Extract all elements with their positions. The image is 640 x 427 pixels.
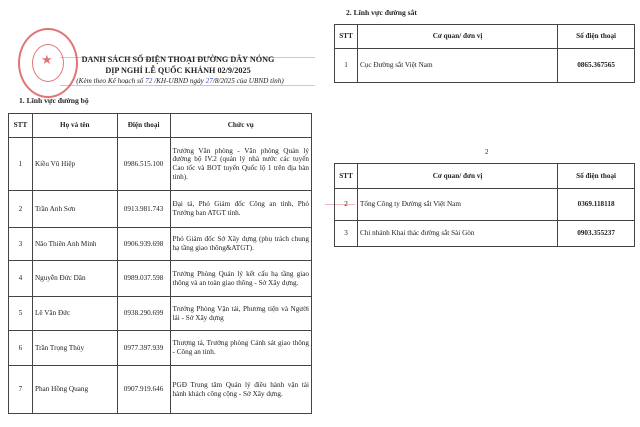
road-hotline-table — [8, 113, 312, 414]
row-role: Trưởng Phòng Vận tải, Phương tiện và Người lái - Sở Xây dựng — [170, 297, 311, 331]
table-row — [9, 261, 312, 297]
row-stt: 2 — [335, 189, 358, 221]
row-stt: 4 — [9, 261, 33, 297]
table-header-row — [9, 114, 312, 138]
row-stt: 5 — [9, 297, 33, 331]
row-role: Phó Giám đốc Sở Xây dựng (phụ trách chung hạ tầng giao thông&ATGT). — [170, 228, 311, 261]
header-phone: Số điện thoại — [558, 164, 635, 189]
row-name: Trần Trọng Thủy — [32, 331, 117, 366]
table-row — [9, 366, 312, 414]
row-stt: 3 — [335, 221, 358, 247]
subtitle-mid: /KH-UBND ngày — [154, 77, 204, 85]
row-name: Nguyễn Đức Dân — [32, 261, 117, 297]
row-role: Thượng tá, Trưởng phòng Cảnh sát giao thông - Công an tỉnh. — [170, 331, 311, 366]
row-stt: 3 — [9, 228, 33, 261]
row-phone: 0865.367565 — [558, 49, 635, 83]
header-stt: STT — [335, 164, 358, 189]
header-stt: STT — [335, 25, 358, 49]
header-stt: STT — [9, 114, 33, 138]
header-role: Chức vụ — [170, 114, 311, 138]
table-row — [335, 189, 635, 221]
document-title-line1: DANH SÁCH SỐ ĐIỆN THOẠI ĐƯỜNG DÂY NÓNG — [81, 55, 275, 64]
row-org: Tổng Công ty Đường sắt Việt Nam — [357, 189, 557, 221]
table-row — [9, 191, 312, 228]
row-phone: 0906.939.698 — [117, 228, 170, 261]
table-row — [335, 49, 635, 83]
row-phone: 0913.981.743 — [117, 191, 170, 228]
page-number: 2 — [485, 148, 489, 156]
plan-number: 72 — [145, 77, 153, 85]
row-stt: 1 — [335, 49, 358, 83]
seal-star-icon: ★ — [41, 52, 53, 67]
row-name: Kiều Vũ Hiệp — [32, 138, 117, 191]
rail-hotline-table-2 — [334, 163, 635, 247]
table-row — [9, 138, 312, 191]
table-header-row — [335, 164, 635, 189]
row-phone: 0977.397.939 — [117, 331, 170, 366]
row-role: Trưởng Văn phòng - Văn phòng Quản lý đường bộ IV.2 (quản lý nhà nước các tuyến Cao tốc và BOT tuyến Quốc lộ 1 trên địa bàn tỉnh). — [170, 138, 311, 191]
subtitle-prefix: (Kèm theo Kế hoạch số — [76, 77, 144, 85]
header-phone: Điện thoại — [117, 114, 170, 138]
row-org: Chi nhánh Khai thác đường sắt Sài Gòn — [357, 221, 557, 247]
row-name: Não Thiên Anh Minh — [32, 228, 117, 261]
row-name: Trần Anh Sơn — [32, 191, 117, 228]
section-rail-heading: 2. Lĩnh vực đường sắt — [346, 8, 417, 17]
row-phone: 0938.290.699 — [117, 297, 170, 331]
table-row — [9, 228, 312, 261]
row-org: Cục Đường sắt Việt Nam — [357, 49, 557, 83]
row-stt: 1 — [9, 138, 33, 191]
row-phone: 0986.515.100 — [117, 138, 170, 191]
rail-hotline-table-1 — [334, 24, 635, 83]
table-row — [9, 331, 312, 366]
row-phone: 0989.037.598 — [117, 261, 170, 297]
header-name: Họ và tên — [32, 114, 117, 138]
row-name: Lê Văn Đức — [32, 297, 117, 331]
row-role: Trưởng Phòng Quản lý kết cấu hạ tầng giao thông và an toàn giao thông - Sở Xây dựng. — [170, 261, 311, 297]
header-phone: Số điện thoại — [558, 25, 635, 49]
subtitle-suffix: /8/2025 của UBND tỉnh) — [212, 77, 284, 85]
document-subtitle — [30, 77, 330, 85]
document-title-line2: DỊP NGHỈ LỄ QUỐC KHÁNH 02/9/2025 — [105, 66, 251, 75]
row-stt: 7 — [9, 366, 33, 414]
row-phone: 0907.919.646 — [117, 366, 170, 414]
header-org: Cơ quan/ đơn vị — [357, 164, 557, 189]
row-stt: 6 — [9, 331, 33, 366]
row-stt: 2 — [9, 191, 33, 228]
header-org: Cơ quan/ đơn vị — [357, 25, 557, 49]
table-row — [335, 221, 635, 247]
row-name: Phan Hồng Quang — [32, 366, 117, 414]
row-role: PGĐ Trung tâm Quản lý điều hành vận tải hành khách công cộng - Sở Xây dựng. — [170, 366, 311, 414]
row-phone: 0903.355237 — [558, 221, 635, 247]
section-road-heading: 1. Lĩnh vực đường bộ — [19, 96, 89, 105]
table-row — [9, 297, 312, 331]
row-phone: 0369.118118 — [558, 189, 635, 221]
table-header-row — [335, 25, 635, 49]
plan-day: 27 — [205, 77, 213, 85]
row-role: Đại tá, Phó Giám đốc Công an tỉnh, Phó Trưởng ban ATGT tỉnh. — [170, 191, 311, 228]
scan-line — [60, 85, 315, 86]
